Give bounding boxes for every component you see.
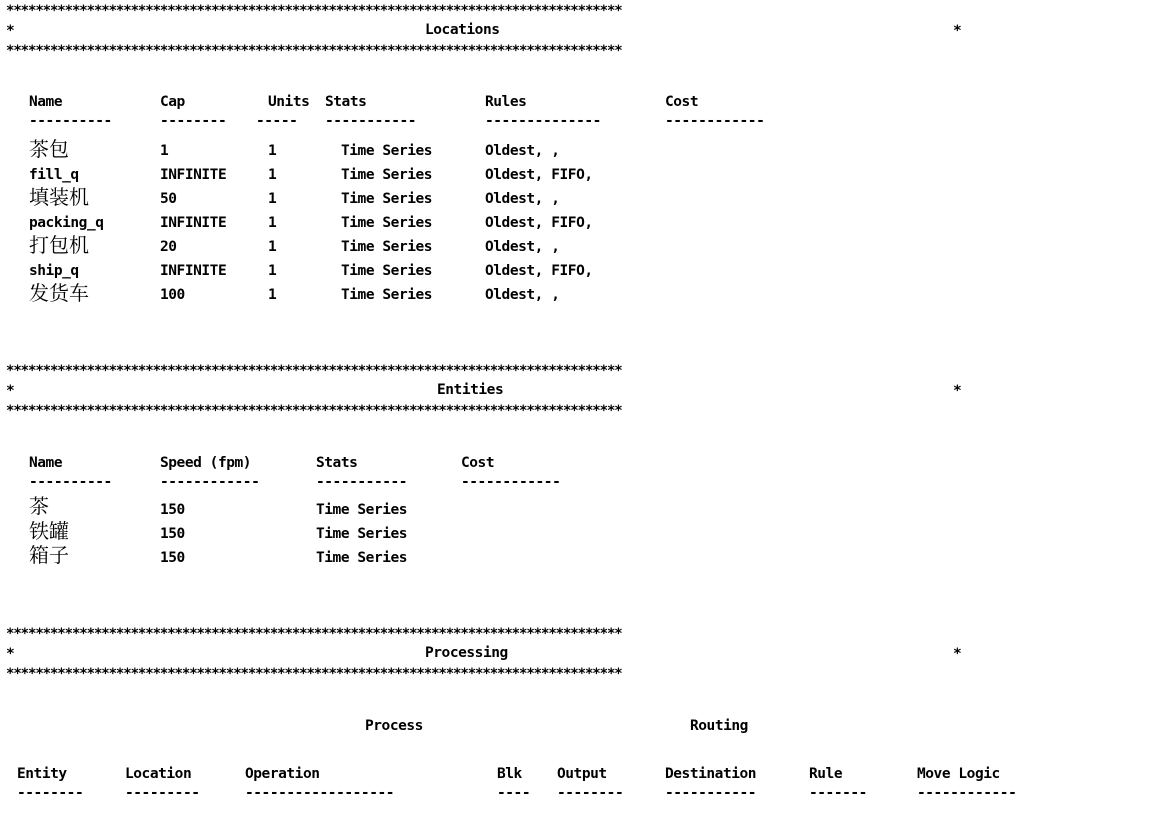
entities-header-speed: Speed (fpm) <box>160 455 252 471</box>
location-name: 发货车 <box>29 281 89 305</box>
location-cap: INFINITE <box>160 215 227 231</box>
processing-header-destination: Destination <box>665 766 757 782</box>
processing-header-location: Location <box>125 766 192 782</box>
entities-star-line-bottom: ************************************************************************************ <box>6 403 622 419</box>
processing-dash-destination: ----------- <box>665 785 757 801</box>
processing-header-blk: Blk <box>497 766 522 782</box>
processing-header-operation: Operation <box>245 766 320 782</box>
location-stats: Time Series <box>341 191 433 207</box>
processing-header-rule: Rule <box>809 766 843 782</box>
entities-dash-cost: ------------ <box>461 474 561 490</box>
locations-header-stats: Stats <box>325 94 367 110</box>
location-name: 打包机 <box>29 233 89 257</box>
processing-star-line-bottom: ************************************************************************************ <box>6 666 622 682</box>
location-stats: Time Series <box>341 287 433 303</box>
locations-header-units: Units <box>268 94 310 110</box>
processing-group-routing: Routing <box>690 718 748 734</box>
location-stats: Time Series <box>341 263 433 279</box>
entity-stats: Time Series <box>316 526 408 542</box>
location-units: 1 <box>268 143 277 159</box>
location-name: fill_q <box>29 167 79 183</box>
location-cap: INFINITE <box>160 263 227 279</box>
processing-dash-rule: ------- <box>809 785 867 801</box>
locations-star-right: * <box>953 23 962 39</box>
processing-star-right: * <box>953 646 962 662</box>
entity-speed: 150 <box>160 502 185 518</box>
location-cap: 1 <box>160 143 169 159</box>
location-name: 茶包 <box>29 137 69 161</box>
location-rules: Oldest, , <box>485 143 560 159</box>
location-units: 1 <box>268 167 277 183</box>
processing-header-move-logic: Move Logic <box>917 766 1000 782</box>
location-stats: Time Series <box>341 143 433 159</box>
entities-header-stats: Stats <box>316 455 358 471</box>
locations-dash-cap: -------- <box>160 113 227 129</box>
location-cap: 20 <box>160 239 177 255</box>
processing-dash-blk: ---- <box>497 785 531 801</box>
entity-stats: Time Series <box>316 550 408 566</box>
entities-dash-speed: ------------ <box>160 474 260 490</box>
location-stats: Time Series <box>341 167 433 183</box>
entities-star-left: * <box>6 383 15 399</box>
processing-header-output: Output <box>557 766 607 782</box>
location-cap: INFINITE <box>160 167 227 183</box>
locations-header-rules: Rules <box>485 94 527 110</box>
locations-dash-units: ----- <box>256 113 298 129</box>
location-rules: Oldest, FIFO, <box>485 215 593 231</box>
location-name: ship_q <box>29 263 79 279</box>
locations-dash-name: ---------- <box>29 113 112 129</box>
location-units: 1 <box>268 263 277 279</box>
location-rules: Oldest, , <box>485 287 560 303</box>
locations-star-left: * <box>6 23 15 39</box>
processing-dash-output: -------- <box>557 785 624 801</box>
locations-dash-cost: ------------ <box>665 113 765 129</box>
processing-dash-location: --------- <box>125 785 200 801</box>
location-rules: Oldest, , <box>485 191 560 207</box>
locations-star-line-top: ************************************************************************************ <box>6 3 622 19</box>
processing-section-title: Processing <box>425 645 508 661</box>
entity-name: 茶 <box>29 494 49 518</box>
entity-speed: 150 <box>160 526 185 542</box>
entities-header-name: Name <box>29 455 63 471</box>
locations-dash-rules: -------------- <box>485 113 601 129</box>
location-units: 1 <box>268 191 277 207</box>
location-stats: Time Series <box>341 215 433 231</box>
entities-section-title: Entities <box>437 382 504 398</box>
processing-header-entity: Entity <box>17 766 67 782</box>
processing-dash-move-logic: ------------ <box>917 785 1017 801</box>
locations-header-name: Name <box>29 94 63 110</box>
entities-dash-stats: ----------- <box>316 474 408 490</box>
processing-group-process: Process <box>365 718 423 734</box>
location-units: 1 <box>268 239 277 255</box>
location-rules: Oldest, FIFO, <box>485 167 593 183</box>
processing-star-line-top: ************************************************************************************ <box>6 626 622 642</box>
location-stats: Time Series <box>341 239 433 255</box>
entities-header-cost: Cost <box>461 455 495 471</box>
location-rules: Oldest, FIFO, <box>485 263 593 279</box>
location-units: 1 <box>268 215 277 231</box>
entity-stats: Time Series <box>316 502 408 518</box>
locations-section-title: Locations <box>425 22 500 38</box>
locations-star-line-bottom: ************************************************************************************ <box>6 43 622 59</box>
entities-star-right: * <box>953 383 962 399</box>
location-cap: 100 <box>160 287 185 303</box>
entities-star-line-top: ************************************************************************************ <box>6 363 622 379</box>
entity-speed: 150 <box>160 550 185 566</box>
entity-name: 铁罐 <box>29 519 69 543</box>
locations-dash-stats: ----------- <box>325 113 417 129</box>
locations-header-cost: Cost <box>665 94 699 110</box>
location-name: 填装机 <box>29 185 89 209</box>
processing-dash-operation: ------------------ <box>245 785 395 801</box>
location-units: 1 <box>268 287 277 303</box>
location-cap: 50 <box>160 191 177 207</box>
location-rules: Oldest, , <box>485 239 560 255</box>
entities-dash-name: ---------- <box>29 474 112 490</box>
processing-star-left: * <box>6 646 15 662</box>
entity-name: 箱子 <box>29 543 69 567</box>
locations-header-cap: Cap <box>160 94 185 110</box>
location-name: packing_q <box>29 215 104 231</box>
processing-dash-entity: -------- <box>17 785 84 801</box>
